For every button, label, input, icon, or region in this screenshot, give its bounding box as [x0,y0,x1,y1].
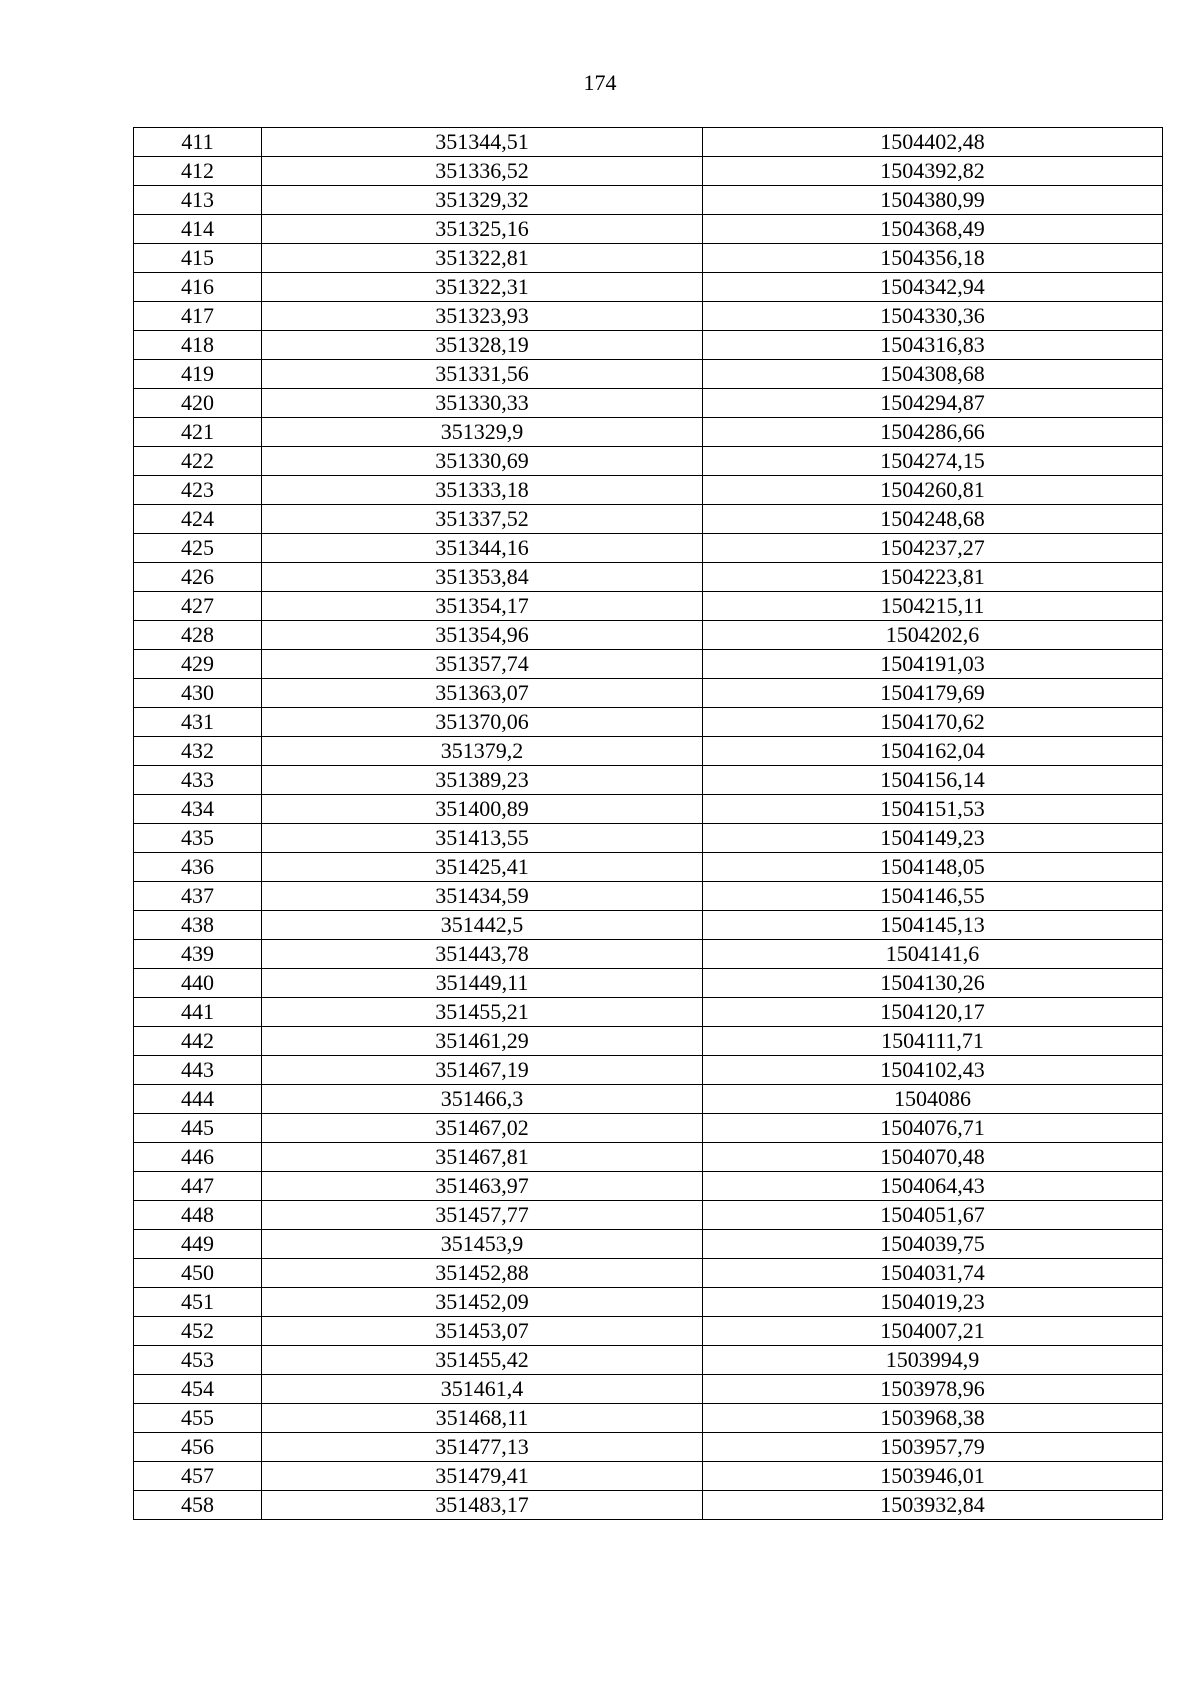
x-coordinate-cell: 351329,32 [262,186,703,215]
y-coordinate-cell: 1504274,15 [703,447,1163,476]
point-number-cell: 420 [134,389,262,418]
x-coordinate-cell: 351400,89 [262,795,703,824]
y-coordinate-cell: 1504146,55 [703,882,1163,911]
y-coordinate-cell: 1504286,66 [703,418,1163,447]
coordinates-table-body [134,128,1163,1520]
x-coordinate-cell: 351479,41 [262,1462,703,1491]
y-coordinate-cell: 1504356,18 [703,244,1163,273]
table-row [134,418,1163,447]
table-row [134,1201,1163,1230]
y-coordinate-cell: 1504007,21 [703,1317,1163,1346]
y-coordinate-cell: 1503946,01 [703,1462,1163,1491]
x-coordinate-cell: 351354,17 [262,592,703,621]
table-row [134,563,1163,592]
table-row [134,1172,1163,1201]
table-row [134,708,1163,737]
point-number-cell: 436 [134,853,262,882]
x-coordinate-cell: 351353,84 [262,563,703,592]
y-coordinate-cell: 1504039,75 [703,1230,1163,1259]
x-coordinate-cell: 351336,52 [262,157,703,186]
point-number-cell: 418 [134,331,262,360]
y-coordinate-cell: 1504223,81 [703,563,1163,592]
table-row [134,621,1163,650]
point-number-cell: 417 [134,302,262,331]
x-coordinate-cell: 351453,9 [262,1230,703,1259]
table-row [134,331,1163,360]
table-row [134,998,1163,1027]
y-coordinate-cell: 1504402,48 [703,128,1163,157]
point-number-cell: 415 [134,244,262,273]
point-number-cell: 414 [134,215,262,244]
y-coordinate-cell: 1503994,9 [703,1346,1163,1375]
x-coordinate-cell: 351337,52 [262,505,703,534]
page-number: 174 [583,70,617,95]
y-coordinate-cell: 1504380,99 [703,186,1163,215]
table-row [134,447,1163,476]
y-coordinate-cell: 1504086 [703,1085,1163,1114]
y-coordinate-cell: 1504202,6 [703,621,1163,650]
y-coordinate-cell: 1504215,11 [703,592,1163,621]
point-number-cell: 443 [134,1056,262,1085]
x-coordinate-cell: 351328,19 [262,331,703,360]
table-row [134,766,1163,795]
x-coordinate-cell: 351330,69 [262,447,703,476]
y-coordinate-cell: 1504368,49 [703,215,1163,244]
table-row [134,795,1163,824]
table-row [134,1143,1163,1172]
x-coordinate-cell: 351370,06 [262,708,703,737]
y-coordinate-cell: 1504111,71 [703,1027,1163,1056]
table-row [134,853,1163,882]
x-coordinate-cell: 351442,5 [262,911,703,940]
point-number-cell: 447 [134,1172,262,1201]
x-coordinate-cell: 351483,17 [262,1491,703,1520]
point-number-cell: 448 [134,1201,262,1230]
y-coordinate-cell: 1504191,03 [703,650,1163,679]
y-coordinate-cell: 1504170,62 [703,708,1163,737]
x-coordinate-cell: 351461,4 [262,1375,703,1404]
table-row [134,1375,1163,1404]
table-row [134,650,1163,679]
x-coordinate-cell: 351477,13 [262,1433,703,1462]
y-coordinate-cell: 1504076,71 [703,1114,1163,1143]
table-row [134,940,1163,969]
x-coordinate-cell: 351457,77 [262,1201,703,1230]
point-number-cell: 455 [134,1404,262,1433]
x-coordinate-cell: 351468,11 [262,1404,703,1433]
point-number-cell: 428 [134,621,262,650]
table-row [134,1056,1163,1085]
x-coordinate-cell: 351330,33 [262,389,703,418]
x-coordinate-cell: 351323,93 [262,302,703,331]
y-coordinate-cell: 1504162,04 [703,737,1163,766]
point-number-cell: 427 [134,592,262,621]
table-row [134,273,1163,302]
y-coordinate-cell: 1504031,74 [703,1259,1163,1288]
table-row [134,215,1163,244]
y-coordinate-cell: 1504156,14 [703,766,1163,795]
y-coordinate-cell: 1504392,82 [703,157,1163,186]
y-coordinate-cell: 1504064,43 [703,1172,1163,1201]
table-row [134,1230,1163,1259]
x-coordinate-cell: 351389,23 [262,766,703,795]
point-number-cell: 444 [134,1085,262,1114]
y-coordinate-cell: 1504130,26 [703,969,1163,998]
x-coordinate-cell: 351322,31 [262,273,703,302]
coordinates-table [133,127,1163,1520]
point-number-cell: 435 [134,824,262,853]
point-number-cell: 438 [134,911,262,940]
table-row [134,1027,1163,1056]
y-coordinate-cell: 1504330,36 [703,302,1163,331]
y-coordinate-cell: 1504145,13 [703,911,1163,940]
x-coordinate-cell: 351455,42 [262,1346,703,1375]
table-row [134,737,1163,766]
table-row [134,1346,1163,1375]
table-row [134,969,1163,998]
y-coordinate-cell: 1504248,68 [703,505,1163,534]
x-coordinate-cell: 351455,21 [262,998,703,1027]
x-coordinate-cell: 351344,16 [262,534,703,563]
point-number-cell: 411 [134,128,262,157]
x-coordinate-cell: 351413,55 [262,824,703,853]
table-row [134,1259,1163,1288]
point-number-cell: 452 [134,1317,262,1346]
point-number-cell: 423 [134,476,262,505]
point-number-cell: 445 [134,1114,262,1143]
y-coordinate-cell: 1504237,27 [703,534,1163,563]
y-coordinate-cell: 1503957,79 [703,1433,1163,1462]
table-row [134,882,1163,911]
table-row [134,1317,1163,1346]
y-coordinate-cell: 1504179,69 [703,679,1163,708]
point-number-cell: 439 [134,940,262,969]
y-coordinate-cell: 1504070,48 [703,1143,1163,1172]
point-number-cell: 453 [134,1346,262,1375]
x-coordinate-cell: 351467,81 [262,1143,703,1172]
x-coordinate-cell: 351453,07 [262,1317,703,1346]
y-coordinate-cell: 1503932,84 [703,1491,1163,1520]
point-number-cell: 432 [134,737,262,766]
point-number-cell: 433 [134,766,262,795]
table-row [134,505,1163,534]
x-coordinate-cell: 351449,11 [262,969,703,998]
point-number-cell: 454 [134,1375,262,1404]
table-row [134,186,1163,215]
x-coordinate-cell: 351354,96 [262,621,703,650]
table-row [134,1462,1163,1491]
point-number-cell: 413 [134,186,262,215]
table-row [134,302,1163,331]
x-coordinate-cell: 351357,74 [262,650,703,679]
table-row [134,128,1163,157]
x-coordinate-cell: 351466,3 [262,1085,703,1114]
table-row [134,679,1163,708]
table-row [134,1491,1163,1520]
x-coordinate-cell: 351325,16 [262,215,703,244]
y-coordinate-cell: 1503978,96 [703,1375,1163,1404]
y-coordinate-cell: 1504019,23 [703,1288,1163,1317]
point-number-cell: 451 [134,1288,262,1317]
table-row [134,1404,1163,1433]
point-number-cell: 456 [134,1433,262,1462]
point-number-cell: 422 [134,447,262,476]
y-coordinate-cell: 1504260,81 [703,476,1163,505]
x-coordinate-cell: 351452,88 [262,1259,703,1288]
x-coordinate-cell: 351434,59 [262,882,703,911]
table-row [134,1288,1163,1317]
x-coordinate-cell: 351333,18 [262,476,703,505]
point-number-cell: 424 [134,505,262,534]
y-coordinate-cell: 1504120,17 [703,998,1163,1027]
x-coordinate-cell: 351461,29 [262,1027,703,1056]
x-coordinate-cell: 351463,97 [262,1172,703,1201]
point-number-cell: 446 [134,1143,262,1172]
point-number-cell: 425 [134,534,262,563]
point-number-cell: 434 [134,795,262,824]
x-coordinate-cell: 351331,56 [262,360,703,389]
table-row [134,244,1163,273]
x-coordinate-cell: 351467,02 [262,1114,703,1143]
table-row [134,1085,1163,1114]
y-coordinate-cell: 1503968,38 [703,1404,1163,1433]
y-coordinate-cell: 1504051,67 [703,1201,1163,1230]
point-number-cell: 429 [134,650,262,679]
y-coordinate-cell: 1504316,83 [703,331,1163,360]
x-coordinate-cell: 351344,51 [262,128,703,157]
table-row [134,476,1163,505]
point-number-cell: 426 [134,563,262,592]
x-coordinate-cell: 351363,07 [262,679,703,708]
point-number-cell: 441 [134,998,262,1027]
table-row [134,157,1163,186]
y-coordinate-cell: 1504102,43 [703,1056,1163,1085]
point-number-cell: 412 [134,157,262,186]
table-row [134,592,1163,621]
y-coordinate-cell: 1504308,68 [703,360,1163,389]
table-row [134,1433,1163,1462]
table-row [134,911,1163,940]
point-number-cell: 457 [134,1462,262,1491]
point-number-cell: 458 [134,1491,262,1520]
table-row [134,360,1163,389]
x-coordinate-cell: 351452,09 [262,1288,703,1317]
y-coordinate-cell: 1504342,94 [703,273,1163,302]
point-number-cell: 416 [134,273,262,302]
table-row [134,534,1163,563]
y-coordinate-cell: 1504151,53 [703,795,1163,824]
point-number-cell: 421 [134,418,262,447]
x-coordinate-cell: 351379,2 [262,737,703,766]
point-number-cell: 419 [134,360,262,389]
y-coordinate-cell: 1504149,23 [703,824,1163,853]
table-row [134,824,1163,853]
x-coordinate-cell: 351443,78 [262,940,703,969]
point-number-cell: 430 [134,679,262,708]
point-number-cell: 450 [134,1259,262,1288]
point-number-cell: 431 [134,708,262,737]
x-coordinate-cell: 351322,81 [262,244,703,273]
x-coordinate-cell: 351425,41 [262,853,703,882]
y-coordinate-cell: 1504148,05 [703,853,1163,882]
table-row [134,1114,1163,1143]
point-number-cell: 437 [134,882,262,911]
x-coordinate-cell: 351467,19 [262,1056,703,1085]
point-number-cell: 440 [134,969,262,998]
y-coordinate-cell: 1504294,87 [703,389,1163,418]
y-coordinate-cell: 1504141,6 [703,940,1163,969]
table-row [134,389,1163,418]
x-coordinate-cell: 351329,9 [262,418,703,447]
point-number-cell: 442 [134,1027,262,1056]
point-number-cell: 449 [134,1230,262,1259]
